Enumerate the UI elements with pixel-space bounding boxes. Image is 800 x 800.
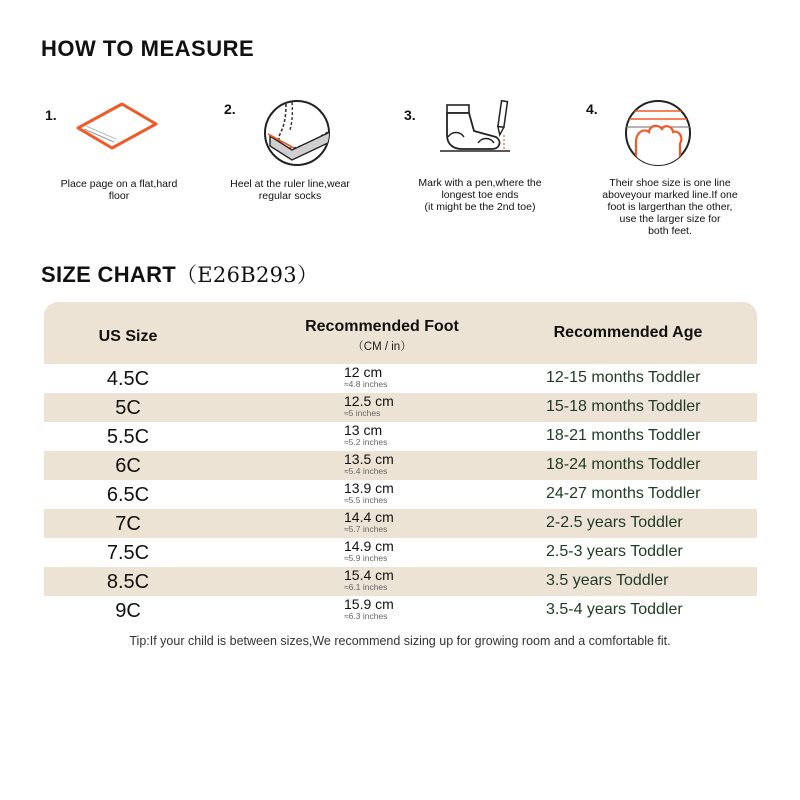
table-row (44, 422, 757, 451)
cell-cm: 14.4 cm (344, 509, 394, 525)
cell-inches: ≈5 inches (344, 408, 381, 418)
header-recommended-foot: Recommended Foot (305, 318, 459, 335)
step-3-number: 3. (404, 107, 416, 123)
table-row (44, 364, 757, 393)
size-chart-title (41, 259, 318, 289)
heel-on-ruler-icon (262, 98, 332, 168)
sizing-tip: Tip:If your child is between sizes,We recommend sizing up for growing room and a comfortable fit. (129, 634, 671, 648)
table-row (44, 393, 757, 422)
header-us-size: US Size (98, 328, 158, 345)
cell-cm: 15.9 cm (344, 596, 394, 612)
cell-inches: ≈5.2 inches (344, 437, 388, 447)
foot-and-pen-icon (438, 97, 514, 157)
cell-age: 2.5-3 years Toddler (546, 543, 683, 560)
toe-above-line-icon (622, 98, 694, 168)
cell-age: 12-15 months Toddler (546, 369, 701, 386)
cell-cm: 13.5 cm (344, 451, 394, 467)
step-2-text: Heel at the ruler line,wear regular socks (230, 178, 350, 202)
table-header (44, 302, 757, 364)
cell-age: 24-27 months Toddler (546, 485, 701, 502)
cell-size: 8.5C (106, 571, 150, 593)
cell-inches: ≈5.9 inches (344, 553, 388, 563)
cell-cm: 12 cm (344, 364, 383, 380)
cell-inches: ≈4.8 inches (344, 379, 388, 389)
table-row (44, 451, 757, 480)
table-row (44, 480, 757, 509)
cell-age: 2-2.5 years Toddler (546, 514, 683, 531)
step-1-text: Place page on a flat,hard floor (60, 178, 178, 202)
cell-inches: ≈6.1 inches (344, 582, 388, 592)
paper-on-floor-icon (74, 98, 160, 154)
cell-age: 3.5 years Toddler (546, 572, 669, 589)
cell-cm: 15.4 cm (344, 567, 394, 583)
table-row (44, 567, 757, 596)
cell-size: 7C (115, 513, 141, 535)
cell-inches: ≈5.5 inches (344, 495, 388, 505)
header-recommended-age: Recommended Age (553, 324, 703, 341)
cell-age: 15-18 months Toddler (546, 398, 701, 415)
step-4-text: Their shoe size is one line aboveyour marked line.If one foot is largerthan the other, use the larger size for both feet. (602, 177, 738, 237)
cell-inches: ≈5.7 inches (344, 524, 388, 534)
cell-size: 6C (115, 455, 141, 477)
cell-cm: 13 cm (344, 422, 383, 438)
cell-size: 5.5C (106, 426, 150, 448)
cell-cm: 13.9 cm (344, 480, 394, 496)
cell-cm: 14.9 cm (344, 538, 394, 554)
table-row (44, 509, 757, 538)
cell-inches: ≈6.3 inches (344, 611, 388, 621)
size-chart-code: （E26B293） (176, 263, 319, 287)
cell-size: 9C (115, 600, 141, 622)
cell-inches: ≈5.4 inches (344, 466, 388, 476)
size-chart-table (44, 302, 757, 624)
step-3-text: Mark with a pen,where the longest toe ends (it might be the 2nd toe) (418, 177, 542, 213)
cell-age: 18-24 months Toddler (546, 456, 701, 473)
cell-size: 4.5C (106, 368, 150, 390)
cell-size: 7.5C (106, 542, 150, 564)
cell-cm: 12.5 cm (344, 393, 394, 409)
table-row (44, 596, 757, 624)
step-1-number: 1. (45, 107, 57, 123)
cell-age: 18-21 months Toddler (546, 427, 701, 444)
size-chart-title-text: SIZE CHART (41, 262, 176, 287)
table-row (44, 538, 757, 567)
header-foot-unit: （CM / in） (352, 341, 412, 353)
cell-size: 6.5C (106, 484, 150, 506)
step-4-number: 4. (586, 101, 598, 117)
cell-size: 5C (115, 397, 141, 419)
how-to-measure-title: HOW TO MEASURE (41, 36, 255, 61)
cell-age: 3.5-4 years Toddler (546, 601, 683, 618)
step-2-number: 2. (224, 101, 236, 117)
